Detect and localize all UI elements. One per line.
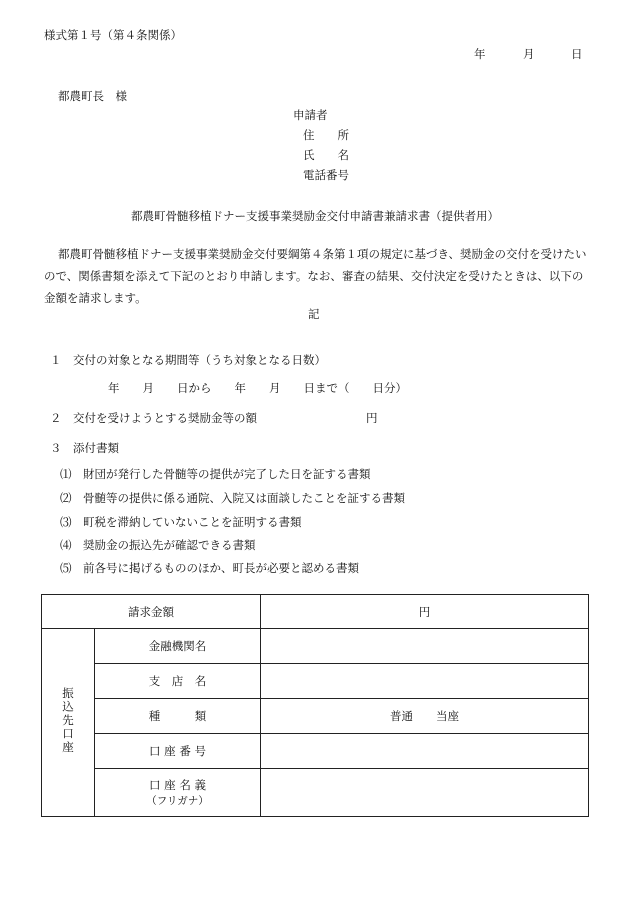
account-holder-text: 口 座 名 義: [149, 777, 206, 792]
account-type-label: 種 類: [95, 699, 261, 734]
account-number-cell[interactable]: [261, 734, 589, 769]
applicant-address-label: 住 所: [303, 128, 349, 142]
item1-period: 年 月 日から 年 月 日まで（ 日分）: [108, 381, 407, 395]
item2-title: ２ 交付を受けようとする奨励金等の額: [50, 411, 257, 425]
claim-table: [41, 594, 589, 817]
item1-title: １ 交付の対象となる期間等（うち対象となる日数）: [50, 353, 326, 367]
applicant-name-label: 氏 名: [303, 148, 349, 162]
account-holder-kana: （フリガナ）: [146, 794, 209, 807]
form-number: 様式第１号（第４条関係）: [44, 28, 182, 42]
ki-heading: 記: [308, 307, 320, 321]
attachment-item: ⑸ 前各号に掲げるもののほか、町長が必要と認める書類: [60, 561, 359, 575]
claim-amount-label: 請求金額: [42, 595, 261, 629]
account-holder-cell[interactable]: [261, 769, 589, 817]
account-group-text: 振込先口座: [61, 687, 75, 755]
applicant-phone-label: 電話番号: [303, 168, 349, 182]
applicant-title: 申請者: [293, 108, 328, 122]
account-type-options: 普通 当座: [390, 709, 459, 723]
branch-name-cell[interactable]: [261, 664, 589, 699]
date-year: 年: [474, 47, 486, 61]
attachment-item: ⑷ 奨励金の振込先が確認できる書類: [60, 538, 256, 552]
account-type-cell[interactable]: [261, 699, 589, 734]
attachment-item: ⑶ 町税を滞納していないことを証明する書類: [60, 515, 302, 529]
body-paragraph: 都農町骨髄移植ドナー支援事業奨励金交付要綱第４条第１項の規定に基づき、奨励金の交付を受けたいので、関係書類を添えて下記のとおり申請します。なお、審査の結果、交付決定を受けたときは、以下の金額を請求します。: [44, 247, 587, 305]
addressee: 都農町長 様: [58, 89, 127, 103]
date-month: 月: [523, 47, 535, 61]
attachment-item: ⑴ 財団が発行した骨髄等の提供が完了した日を証する書類: [60, 467, 371, 481]
bank-name-label: 金融機関名: [95, 629, 261, 664]
attachment-item: ⑵ 骨髄等の提供に係る通院、入院又は面談したことを証する書類: [60, 491, 405, 505]
bank-name-cell[interactable]: [261, 629, 589, 664]
item3-title: ３ 添付書類: [50, 441, 119, 455]
claim-yen: 円: [418, 604, 431, 619]
account-group-label: [42, 629, 95, 817]
item2-yen: 円: [366, 411, 378, 425]
date-day: 日: [571, 47, 583, 61]
account-number-label: 口 座 番 号: [95, 734, 261, 769]
account-holder-label: [95, 769, 261, 817]
branch-name-label: 支 店 名: [95, 664, 261, 699]
document-title: 都農町骨髄移植ドナー支援事業奨励金交付申請書兼請求書（提供者用）: [131, 209, 499, 223]
claim-amount-cell[interactable]: [261, 595, 589, 629]
